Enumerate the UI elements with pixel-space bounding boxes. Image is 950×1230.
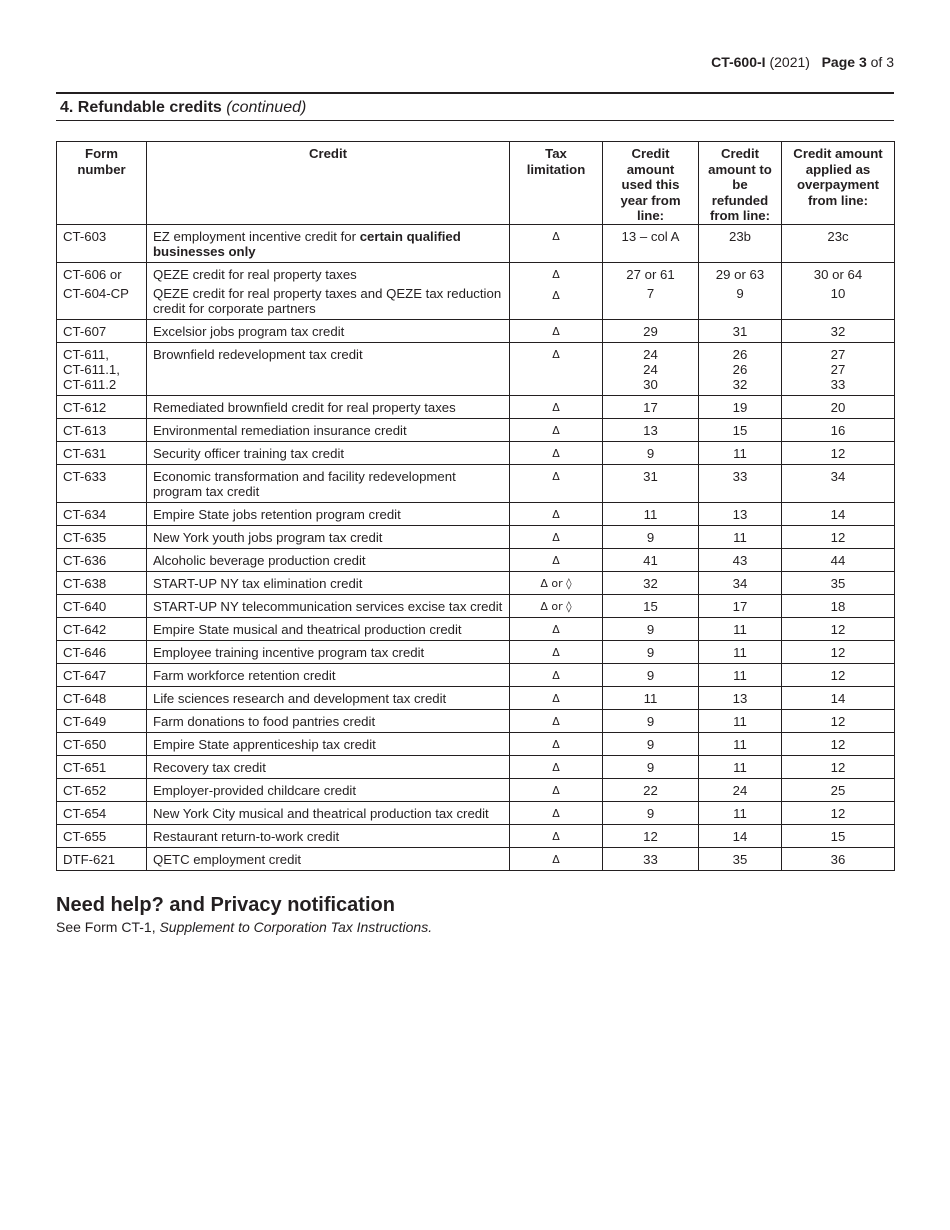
credit-name: QETC employment credit	[147, 848, 510, 871]
refunded-line: 19	[699, 396, 782, 419]
form-number: CT-603	[57, 225, 147, 263]
refunded-line: 15	[699, 419, 782, 442]
tax-limitation: Δ	[510, 225, 603, 263]
table-row	[57, 710, 895, 733]
table-row	[57, 756, 895, 779]
credit-name: Empire State apprenticeship tax credit	[147, 733, 510, 756]
credit-name: QEZE credit for real property taxes QEZE credit for real property taxes and QEZE tax reduction credit for corporate partners	[147, 263, 510, 320]
section-title	[56, 92, 894, 121]
credit-name: Life sciences research and development tax credit	[147, 687, 510, 710]
form-number: CT-654	[57, 802, 147, 825]
form-number: CT-631	[57, 442, 147, 465]
table-row	[57, 687, 895, 710]
tax-limitation: Δ	[510, 756, 603, 779]
page-label: Page	[821, 54, 856, 70]
tax-limitation: Δ	[510, 419, 603, 442]
table-row	[57, 526, 895, 549]
refunded-line: 11	[699, 710, 782, 733]
used-line: 24 24 30	[603, 343, 699, 396]
tax-limitation: Δ	[510, 848, 603, 871]
credit-name: Excelsior jobs program tax credit	[147, 320, 510, 343]
form-year: (2021)	[769, 54, 810, 70]
form-number: CT-640	[57, 595, 147, 618]
table-row	[57, 343, 895, 396]
overpayment-line: 12	[782, 733, 895, 756]
tax-limitation: Δ or ◊	[510, 595, 603, 618]
credit-name: START-UP NY telecommunication services excise tax credit	[147, 595, 510, 618]
table-row	[57, 465, 895, 503]
used-line: 9	[603, 526, 699, 549]
credit-name: Employer-provided childcare credit	[147, 779, 510, 802]
credit-name: Restaurant return-to-work credit	[147, 825, 510, 848]
form-number: CT-636	[57, 549, 147, 572]
overpayment-line: 35	[782, 572, 895, 595]
table-row	[57, 442, 895, 465]
tax-limitation: Δ	[510, 396, 603, 419]
table-row	[57, 225, 895, 263]
overpayment-line: 20	[782, 396, 895, 419]
used-line: 9	[603, 710, 699, 733]
form-number: CT-649	[57, 710, 147, 733]
table-row	[57, 572, 895, 595]
tax-limitation: Δ	[510, 320, 603, 343]
credit-name: Employee training incentive program tax credit	[147, 641, 510, 664]
form-number: CT-647	[57, 664, 147, 687]
overpayment-line: 12	[782, 710, 895, 733]
credit-name: Economic transformation and facility redevelopment program tax credit	[147, 465, 510, 503]
tax-limitation: Δ	[510, 825, 603, 848]
used-line: 9	[603, 664, 699, 687]
used-line: 11	[603, 687, 699, 710]
refunded-line: 11	[699, 802, 782, 825]
used-line: 11	[603, 503, 699, 526]
form-number: CT-655	[57, 825, 147, 848]
overpayment-line: 32	[782, 320, 895, 343]
credit-name: EZ employment incentive credit for certain qualified businesses only	[147, 225, 510, 263]
table-row	[57, 802, 895, 825]
table-row	[57, 618, 895, 641]
credit-name: Empire State jobs retention program credit	[147, 503, 510, 526]
tax-limitation: Δ	[510, 641, 603, 664]
tax-limitation: Δ	[510, 343, 603, 396]
refunded-line: 11	[699, 526, 782, 549]
tax-limitation: Δ	[510, 733, 603, 756]
table-row	[57, 419, 895, 442]
form-number: CT-633	[57, 465, 147, 503]
tax-limitation: Δ	[510, 526, 603, 549]
table-row	[57, 825, 895, 848]
table-row	[57, 263, 895, 320]
overpayment-line: 12	[782, 664, 895, 687]
form-number: CT-652	[57, 779, 147, 802]
header-tax-limitation: Tax limitation	[510, 142, 603, 225]
refunded-line: 31	[699, 320, 782, 343]
overpayment-line: 14	[782, 503, 895, 526]
overpayment-line: 25	[782, 779, 895, 802]
table-row	[57, 595, 895, 618]
table-row	[57, 664, 895, 687]
refunded-line: 11	[699, 442, 782, 465]
credit-name: Alcoholic beverage production credit	[147, 549, 510, 572]
header-credit: Credit	[147, 142, 510, 225]
used-line: 9	[603, 442, 699, 465]
tax-limitation: Δ	[510, 687, 603, 710]
table-row	[57, 779, 895, 802]
used-line: 9	[603, 756, 699, 779]
table-row	[57, 641, 895, 664]
tax-limitation: Δ	[510, 802, 603, 825]
credits-table	[56, 141, 895, 871]
table-row	[57, 848, 895, 871]
form-number: CT-634	[57, 503, 147, 526]
used-line: 22	[603, 779, 699, 802]
tax-limitation: Δ	[510, 465, 603, 503]
form-number: CT-651	[57, 756, 147, 779]
refunded-line: 26 26 32	[699, 343, 782, 396]
tax-limitation: Δ	[510, 710, 603, 733]
header-form-number: Form number	[57, 142, 147, 225]
credit-name: Brownfield redevelopment tax credit	[147, 343, 510, 396]
refunded-line: 11	[699, 618, 782, 641]
credit-name: Environmental remediation insurance credit	[147, 419, 510, 442]
table-row	[57, 320, 895, 343]
refunded-line: 34	[699, 572, 782, 595]
table-row	[57, 733, 895, 756]
tax-limitation: Δ or ◊	[510, 572, 603, 595]
table-header-row	[57, 142, 895, 225]
used-line: 15	[603, 595, 699, 618]
form-number: CT-612	[57, 396, 147, 419]
overpayment-line: 44	[782, 549, 895, 572]
page-header	[711, 54, 894, 70]
refunded-line: 11	[699, 664, 782, 687]
overpayment-line: 14	[782, 687, 895, 710]
section-continued: (continued)	[226, 99, 307, 116]
overpayment-line: 12	[782, 442, 895, 465]
used-line: 9	[603, 618, 699, 641]
overpayment-line: 23c	[782, 225, 895, 263]
header-amount-overpayment: Credit amount applied as overpayment from line:	[782, 142, 895, 225]
overpayment-line: 36	[782, 848, 895, 871]
help-supplement-title: Supplement to Corporation Tax Instructions.	[159, 919, 433, 935]
overpayment-line: 18	[782, 595, 895, 618]
overpayment-line: 27 27 33	[782, 343, 895, 396]
tax-limitation: Δ Δ	[510, 263, 603, 320]
overpayment-line: 12	[782, 618, 895, 641]
tax-limitation: Δ	[510, 664, 603, 687]
refunded-line: 13	[699, 687, 782, 710]
table-row	[57, 503, 895, 526]
used-line: 29	[603, 320, 699, 343]
refunded-line: 24	[699, 779, 782, 802]
form-number: CT-638	[57, 572, 147, 595]
credit-name: Recovery tax credit	[147, 756, 510, 779]
credit-name: Security officer training tax credit	[147, 442, 510, 465]
used-line: 9	[603, 802, 699, 825]
credit-name: Empire State musical and theatrical production credit	[147, 618, 510, 641]
refunded-line: 29 or 63 9	[699, 263, 782, 320]
form-number: CT-635	[57, 526, 147, 549]
used-line: 13 – col A	[603, 225, 699, 263]
credit-name: Remediated brownfield credit for real property taxes	[147, 396, 510, 419]
credit-name: New York youth jobs program tax credit	[147, 526, 510, 549]
used-line: 12	[603, 825, 699, 848]
refunded-line: 23b	[699, 225, 782, 263]
form-number: CT-607	[57, 320, 147, 343]
page-of: of 3	[870, 54, 894, 70]
refunded-line: 35	[699, 848, 782, 871]
refunded-line: 17	[699, 595, 782, 618]
overpayment-line: 30 or 64 10	[782, 263, 895, 320]
overpayment-line: 16	[782, 419, 895, 442]
overpayment-line: 15	[782, 825, 895, 848]
tax-limitation: Δ	[510, 442, 603, 465]
used-line: 33	[603, 848, 699, 871]
used-line: 17	[603, 396, 699, 419]
form-number: DTF-621	[57, 848, 147, 871]
overpayment-line: 12	[782, 526, 895, 549]
refunded-line: 13	[699, 503, 782, 526]
used-line: 9	[603, 733, 699, 756]
overpayment-line: 34	[782, 465, 895, 503]
credit-name: New York City musical and theatrical production tax credit	[147, 802, 510, 825]
used-line: 9	[603, 641, 699, 664]
refunded-line: 43	[699, 549, 782, 572]
refunded-line: 14	[699, 825, 782, 848]
form-number: CT-642	[57, 618, 147, 641]
overpayment-line: 12	[782, 802, 895, 825]
form-number: CT-606 or CT-604-CP	[57, 263, 147, 320]
refunded-line: 33	[699, 465, 782, 503]
credit-name: Farm donations to food pantries credit	[147, 710, 510, 733]
used-line: 41	[603, 549, 699, 572]
overpayment-line: 12	[782, 641, 895, 664]
overpayment-line: 12	[782, 756, 895, 779]
form-number: CT-650	[57, 733, 147, 756]
header-amount-used: Credit amount used this year from line:	[603, 142, 699, 225]
help-heading: Need help? and Privacy notification	[56, 894, 395, 916]
tax-limitation: Δ	[510, 618, 603, 641]
used-line: 13	[603, 419, 699, 442]
used-line: 31	[603, 465, 699, 503]
help-see-form: See Form CT-1,	[56, 919, 160, 935]
refunded-line: 11	[699, 756, 782, 779]
tax-limitation: Δ	[510, 549, 603, 572]
page-number: 3	[858, 54, 867, 70]
help-text	[56, 919, 432, 935]
refunded-line: 11	[699, 641, 782, 664]
table-row	[57, 396, 895, 419]
form-number: CT-613	[57, 419, 147, 442]
form-number: CT-646	[57, 641, 147, 664]
refunded-line: 11	[699, 733, 782, 756]
credit-name: Farm workforce retention credit	[147, 664, 510, 687]
form-number: CT-611, CT-611.1, CT-611.2	[57, 343, 147, 396]
section-heading: 4. Refundable credits	[60, 99, 222, 116]
table-row	[57, 549, 895, 572]
header-amount-refunded: Credit amount to be refunded from line:	[699, 142, 782, 225]
form-number: CT-648	[57, 687, 147, 710]
form-id: CT-600-I	[711, 54, 766, 70]
tax-limitation: Δ	[510, 779, 603, 802]
tax-limitation: Δ	[510, 503, 603, 526]
used-line: 32	[603, 572, 699, 595]
credit-name: START-UP NY tax elimination credit	[147, 572, 510, 595]
used-line: 27 or 61 7	[603, 263, 699, 320]
